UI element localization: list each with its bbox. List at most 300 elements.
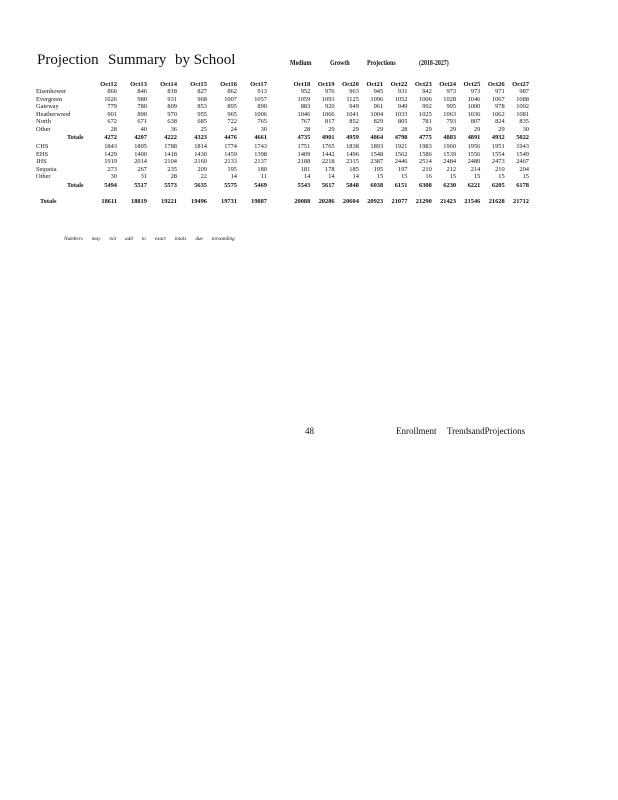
enrollment-cell: 1004: [370, 110, 384, 118]
table-row: [36, 143, 267, 151]
enrollment-cell: 809: [167, 103, 177, 110]
subtotal-cell: 4864: [370, 134, 384, 142]
enrollment-cell: 29: [425, 125, 432, 133]
subtotal-cell: 6230: [443, 181, 457, 189]
column-header: Oct22: [390, 80, 408, 88]
enrollment-cell: 2160: [194, 158, 207, 165]
grand-total-cell: 20286: [318, 198, 335, 205]
enrollment-cell: 14: [303, 173, 311, 180]
enrollment-cell: 1081: [516, 110, 529, 118]
grand-total-row: [286, 194, 529, 206]
enrollment-cell: 2480: [467, 158, 481, 165]
enrollment-cell: 1006: [419, 95, 432, 103]
enrollment-cell: 913: [257, 88, 267, 95]
grand-total-cell: 20088: [294, 198, 311, 205]
enrollment-cell: 973: [470, 88, 481, 95]
enrollment-cell: 2188: [297, 158, 311, 165]
note-word: exact: [154, 236, 166, 242]
enrollment-cell: 214: [470, 165, 481, 173]
enrollment-cell: 1067: [491, 95, 505, 103]
enrollment-cell: 14: [328, 173, 335, 180]
grand-total-cell: 21290: [415, 198, 432, 205]
enrollment-cell: 671: [137, 118, 147, 125]
enrollment-cell: 28: [303, 125, 311, 133]
enrollment-cell: 1025: [419, 110, 432, 118]
enrollment-cell: 15: [376, 173, 384, 180]
table-row: [36, 118, 267, 126]
subtitle-word-1: Medium: [290, 59, 312, 67]
subtotal-cell: 4207: [134, 134, 147, 142]
enrollment-cell: 11: [260, 173, 267, 180]
subtotal-cell: 5517: [134, 181, 147, 189]
subtotal-row: [36, 181, 267, 191]
projection-enrollment-table: [286, 77, 529, 206]
enrollment-cell: 29: [376, 125, 384, 133]
enrollment-cell: 931: [167, 95, 177, 103]
enrollment-cell: 963: [349, 88, 359, 95]
column-header: Oct24: [439, 80, 457, 88]
enrollment-cell: 30: [522, 125, 529, 133]
page-title-3: [175, 52, 235, 69]
enrollment-cell: 1983: [419, 143, 432, 150]
subtotal-cell: 5617: [321, 181, 335, 189]
enrollment-cell: 1063: [443, 110, 457, 118]
column-header: Oct18: [293, 80, 311, 88]
table-row: [36, 96, 267, 104]
column-header: Oct14: [160, 80, 177, 88]
enrollment-cell: 817: [325, 118, 335, 125]
note-word: totals: [174, 236, 187, 242]
header-spacer: [36, 77, 87, 88]
enrollment-cell: 181: [300, 165, 311, 173]
page-number: 48: [305, 426, 314, 436]
enrollment-cell: 976: [325, 88, 335, 95]
subtotal-cell: 4901: [321, 134, 335, 142]
enrollment-cell: 1843: [104, 143, 117, 150]
table-row: [36, 111, 267, 119]
enrollment-cell: 1562: [394, 150, 408, 158]
enrollment-cell: 2133: [224, 158, 237, 165]
enrollment-cell: 980: [137, 95, 147, 103]
enrollment-cell: 235: [167, 165, 177, 173]
enrollment-cell: 835: [519, 118, 529, 125]
enrollment-cell: 1046: [297, 110, 311, 118]
enrollment-cell: 180: [257, 165, 267, 173]
enrollment-cell: 638: [167, 118, 177, 125]
note-word: not: [109, 236, 117, 242]
subtotal-row: [36, 133, 267, 143]
enrollment-cell: 853: [197, 103, 207, 110]
enrollment-cell: 204: [519, 165, 529, 173]
enrollment-cell: 890: [137, 110, 147, 118]
enrollment-cell: 1951: [491, 143, 505, 150]
subtotal-cell: 4798: [394, 134, 408, 142]
table-row: [286, 88, 529, 96]
grand-total-cell: 20604: [342, 198, 359, 205]
historical-enrollment-table: [36, 77, 267, 206]
enrollment-cell: 765: [257, 118, 267, 125]
enrollment-cell: 1943: [516, 143, 529, 150]
enrollment-cell: 1400: [134, 150, 147, 158]
table-row: [36, 166, 267, 174]
footer-label-1: Enrollment: [396, 426, 437, 436]
enrollment-cell: 185: [349, 165, 359, 173]
grand-total-cell: 19887: [251, 198, 267, 205]
enrollment-cell: 29: [498, 125, 505, 133]
enrollment-cell: 1814: [194, 143, 207, 150]
enrollment-cell: 890: [257, 103, 267, 110]
table-row: [286, 111, 529, 119]
enrollment-cell: 1026: [104, 95, 117, 103]
enrollment-cell: 824: [495, 118, 505, 125]
enrollment-cell: 805: [397, 118, 408, 125]
school-name: Gateway: [36, 103, 59, 110]
page-title-2: [108, 52, 166, 69]
school-name: Sequoia: [36, 165, 57, 173]
enrollment-cell: 895: [227, 103, 237, 110]
enrollment-cell: 779: [107, 103, 117, 110]
enrollment-cell: 1539: [443, 150, 457, 158]
table-row: [286, 143, 529, 151]
enrollment-cell: 1893: [370, 143, 384, 150]
enrollment-cell: 31: [140, 173, 147, 180]
enrollment-cell: 1751: [297, 143, 311, 150]
enrollment-cell: 15: [498, 173, 505, 180]
table-row: [286, 166, 529, 174]
enrollment-cell: 15: [449, 173, 457, 180]
column-header: Oct13: [130, 80, 147, 88]
subtitle-word-4: (2018-2027): [419, 59, 449, 67]
enrollment-cell: 28: [170, 173, 177, 180]
enrollment-cell: 16: [425, 173, 432, 180]
enrollment-cell: 28: [401, 125, 408, 133]
enrollment-cell: 780: [137, 103, 147, 110]
school-name: Evergreen: [36, 95, 63, 103]
column-header: Oct16: [220, 80, 237, 88]
enrollment-cell: 846: [137, 88, 147, 95]
enrollment-cell: 1096: [370, 95, 384, 103]
enrollment-cell: 1093: [321, 95, 335, 103]
column-header: Oct17: [250, 80, 267, 88]
column-header: Oct21: [366, 80, 384, 88]
subtotal-cell: 4661: [254, 134, 267, 142]
enrollment-cell: 1496: [346, 150, 359, 158]
grand-total-cell: 21628: [488, 198, 505, 205]
column-header: Oct12: [100, 80, 117, 88]
footer-label-2: TrendsandProjections: [447, 426, 526, 436]
subtotal-cell: 5635: [194, 181, 207, 189]
note-word: may: [91, 236, 101, 242]
page-title: [37, 52, 99, 69]
enrollment-cell: 1036: [467, 110, 481, 118]
enrollment-cell: 2014: [134, 158, 147, 165]
table-row: [36, 103, 267, 111]
table-row: [36, 126, 267, 134]
note-word: torounding: [211, 236, 235, 242]
enrollment-cell: 1409: [297, 150, 311, 158]
subtotal-cell: 5022: [516, 134, 529, 142]
subtotal-cell: 6151: [394, 181, 408, 189]
table-row: [36, 151, 267, 159]
enrollment-cell: 920: [325, 103, 335, 110]
enrollment-cell: 992: [422, 103, 432, 110]
enrollment-cell: 1554: [491, 150, 505, 158]
enrollment-cell: 672: [107, 118, 117, 125]
column-header: Oct26: [487, 80, 505, 88]
enrollment-cell: 15: [401, 173, 408, 180]
subtotal-label: Totals: [67, 134, 84, 142]
table-row: [286, 118, 529, 126]
enrollment-cell: 209: [197, 165, 207, 173]
note-word: add: [125, 236, 133, 242]
enrollment-cell: 793: [446, 118, 457, 125]
enrollment-cell: 883: [300, 103, 311, 110]
enrollment-cell: 212: [446, 165, 457, 173]
enrollment-cell: 2137: [254, 158, 267, 165]
grand-total-cell: 21712: [513, 198, 529, 205]
enrollment-cell: 1000: [467, 103, 481, 110]
subtotal-cell: 4775: [419, 134, 432, 142]
enrollment-cell: 1743: [254, 143, 267, 150]
enrollment-cell: 2473: [491, 158, 505, 165]
grand-total-cell: 18819: [131, 198, 147, 205]
enrollment-cell: 978: [495, 103, 505, 110]
enrollment-cell: 1556: [467, 150, 481, 158]
enrollment-cell: 965: [227, 110, 237, 118]
grand-total-cell: 18611: [101, 198, 117, 205]
column-header: Oct27: [512, 80, 529, 88]
enrollment-cell: 2446: [394, 158, 408, 165]
header-row: [286, 77, 529, 88]
grand-total-cell: 19221: [161, 198, 177, 205]
enrollment-cell: 685: [197, 118, 207, 125]
subtotal-label: Totals: [67, 181, 84, 189]
enrollment-cell: 866: [107, 88, 117, 95]
table-row: [36, 173, 267, 181]
subtitle-word-2: Growth: [330, 59, 350, 67]
enrollment-cell: 14: [352, 173, 359, 180]
enrollment-cell: 1006: [254, 110, 267, 118]
subtotal-cell: 4323: [194, 134, 207, 142]
subtotal-row: [286, 181, 529, 191]
enrollment-cell: 1960: [443, 143, 457, 150]
enrollment-cell: 818: [167, 88, 177, 95]
enrollment-cell: 2514: [419, 158, 432, 165]
enrollment-cell: 945: [373, 88, 384, 95]
subtotal-cell: 5469: [254, 181, 267, 189]
note-word: due: [195, 236, 203, 242]
enrollment-cell: 2218: [321, 158, 335, 165]
enrollment-cell: 1838: [346, 143, 359, 150]
enrollment-cell: 1052: [394, 95, 408, 103]
header-row: [36, 77, 267, 88]
enrollment-cell: 1059: [297, 95, 311, 103]
school-name: Heatherwood: [36, 110, 71, 118]
enrollment-cell: 1057: [254, 95, 267, 103]
school-name: CHS: [36, 143, 49, 150]
column-header: Oct20: [342, 80, 359, 88]
enrollment-cell: 1041: [346, 110, 359, 118]
table-row: [286, 126, 529, 134]
enrollment-cell: 1956: [467, 143, 481, 150]
enrollment-cell: 807: [470, 118, 481, 125]
enrollment-cell: 30: [260, 125, 267, 133]
subtotal-row: [286, 133, 529, 143]
column-header: Oct23: [414, 80, 432, 88]
enrollment-cell: 852: [349, 118, 359, 125]
table-row: [286, 158, 529, 166]
enrollment-cell: 1788: [164, 143, 177, 150]
subtitle-word-3: Projections: [367, 59, 396, 67]
grand-total-cell: 21077: [391, 198, 408, 205]
enrollment-cell: 29: [352, 125, 359, 133]
enrollment-cell: 1429: [104, 150, 117, 158]
enrollment-cell: 827: [197, 88, 207, 95]
enrollment-cell: 197: [397, 165, 408, 173]
enrollment-cell: 40: [140, 125, 147, 133]
subtotal-cell: 4891: [467, 134, 481, 142]
enrollment-cell: 931: [397, 88, 408, 95]
enrollment-cell: 2467: [516, 158, 529, 165]
enrollment-cell: 2387: [370, 158, 384, 165]
enrollment-cell: 722: [227, 118, 237, 125]
enrollment-cell: 781: [422, 118, 432, 125]
table-row: [36, 158, 267, 166]
enrollment-cell: 1765: [321, 143, 335, 150]
enrollment-cell: 971: [495, 88, 505, 95]
enrollment-cell: 1921: [394, 143, 408, 150]
subtotal-cell: 5573: [164, 181, 177, 189]
enrollment-cell: 273: [107, 165, 117, 173]
enrollment-cell: 1442: [321, 150, 335, 158]
enrollment-cell: 28: [110, 125, 117, 133]
enrollment-cell: 29: [449, 125, 457, 133]
enrollment-cell: 25: [200, 125, 207, 133]
subtotal-cell: 6038: [370, 181, 384, 189]
grand-total-cell: 19731: [221, 198, 237, 205]
enrollment-cell: 767: [300, 118, 311, 125]
enrollment-cell: 15: [473, 173, 481, 180]
subtotal-cell: 5575: [224, 181, 237, 189]
enrollment-cell: 1919: [104, 158, 117, 165]
enrollment-cell: 949: [397, 103, 408, 110]
column-header: Oct19: [317, 80, 335, 88]
enrollment-cell: 942: [422, 88, 432, 95]
enrollment-cell: 1007: [224, 95, 237, 103]
enrollment-cell: 1548: [370, 150, 384, 158]
school-name: EHS: [36, 150, 49, 158]
enrollment-cell: 968: [197, 95, 207, 103]
enrollment-cell: 901: [107, 110, 117, 118]
grand-total-cell: 21423: [440, 198, 457, 205]
note-word: to: [141, 236, 146, 242]
enrollment-cell: 1066: [321, 110, 335, 118]
enrollment-cell: 29: [473, 125, 481, 133]
enrollment-cell: 1033: [394, 110, 408, 118]
enrollment-cell: 1459: [224, 150, 237, 158]
rounding-note: [64, 236, 244, 242]
subtotal-cell: 5848: [346, 181, 359, 189]
subtotal-cell: 4932: [491, 134, 505, 142]
subtotal-cell: 4222: [164, 134, 177, 142]
enrollment-cell: 955: [197, 110, 207, 118]
column-header: Oct25: [463, 80, 481, 88]
subtotal-cell: 4883: [443, 134, 457, 142]
enrollment-cell: 862: [227, 88, 237, 95]
enrollment-cell: 1125: [346, 95, 359, 103]
enrollment-cell: 29: [328, 125, 335, 133]
subtotal-cell: 6178: [516, 181, 529, 189]
enrollment-cell: 961: [373, 103, 384, 110]
title-word-3: by School: [175, 52, 236, 68]
enrollment-cell: 2484: [443, 158, 457, 165]
enrollment-cell: 1088: [516, 95, 529, 103]
enrollment-cell: 178: [325, 165, 335, 173]
enrollment-cell: 195: [227, 165, 237, 173]
subtotal-cell: 4735: [297, 134, 311, 142]
enrollment-cell: 1418: [164, 150, 177, 158]
enrollment-cell: 1062: [491, 110, 505, 118]
table-row: [286, 96, 529, 104]
grand-total-label: Totals: [40, 198, 57, 205]
enrollment-cell: 1046: [467, 95, 481, 103]
enrollment-cell: 995: [446, 103, 457, 110]
grand-total-cell: 21546: [464, 198, 481, 205]
subtotal-cell: 4476: [224, 134, 237, 142]
enrollment-cell: 1586: [419, 150, 432, 158]
enrollment-cell: 987: [519, 88, 529, 95]
enrollment-cell: 24: [230, 125, 237, 133]
enrollment-cell: 1028: [443, 95, 457, 103]
enrollment-cell: 14: [230, 173, 237, 180]
table-row: [286, 151, 529, 159]
enrollment-cell: 1002: [516, 103, 529, 110]
enrollment-cell: 2315: [346, 158, 359, 165]
enrollment-cell: 2104: [164, 158, 177, 165]
school-name: Other: [36, 125, 51, 133]
subtotal-cell: 6308: [419, 181, 432, 189]
enrollment-cell: 36: [170, 125, 177, 133]
enrollment-cell: 949: [349, 103, 359, 110]
enrollment-cell: 30: [110, 173, 117, 180]
column-header: Oct15: [190, 80, 207, 88]
school-name: Eisenhower: [36, 88, 67, 95]
note-word: Numbers: [64, 236, 83, 242]
table-row: [36, 88, 267, 96]
table-row: [286, 173, 529, 181]
enrollment-cell: 267: [137, 165, 147, 173]
subtotal-cell: 5494: [104, 181, 117, 189]
school-name: JHS: [36, 158, 47, 165]
school-name: Other: [36, 173, 51, 180]
enrollment-cell: 195: [373, 165, 384, 173]
enrollment-cell: 15: [522, 173, 529, 180]
grand-total-cell: 20923: [367, 198, 384, 205]
title-word-1: Projection: [37, 52, 99, 68]
school-name: North: [36, 118, 51, 125]
enrollment-cell: 1549: [516, 150, 529, 158]
title-word-2: Summary: [108, 52, 167, 68]
grand-total-cell: 19496: [191, 198, 207, 205]
enrollment-cell: 952: [300, 88, 311, 95]
enrollment-cell: 829: [373, 118, 384, 125]
subtotal-cell: 4959: [346, 134, 359, 142]
grand-total-row: [36, 194, 267, 206]
subtotal-cell: 5543: [297, 181, 311, 189]
enrollment-cell: 973: [446, 88, 457, 95]
enrollment-cell: 22: [200, 173, 207, 180]
enrollment-cell: 210: [422, 165, 432, 173]
